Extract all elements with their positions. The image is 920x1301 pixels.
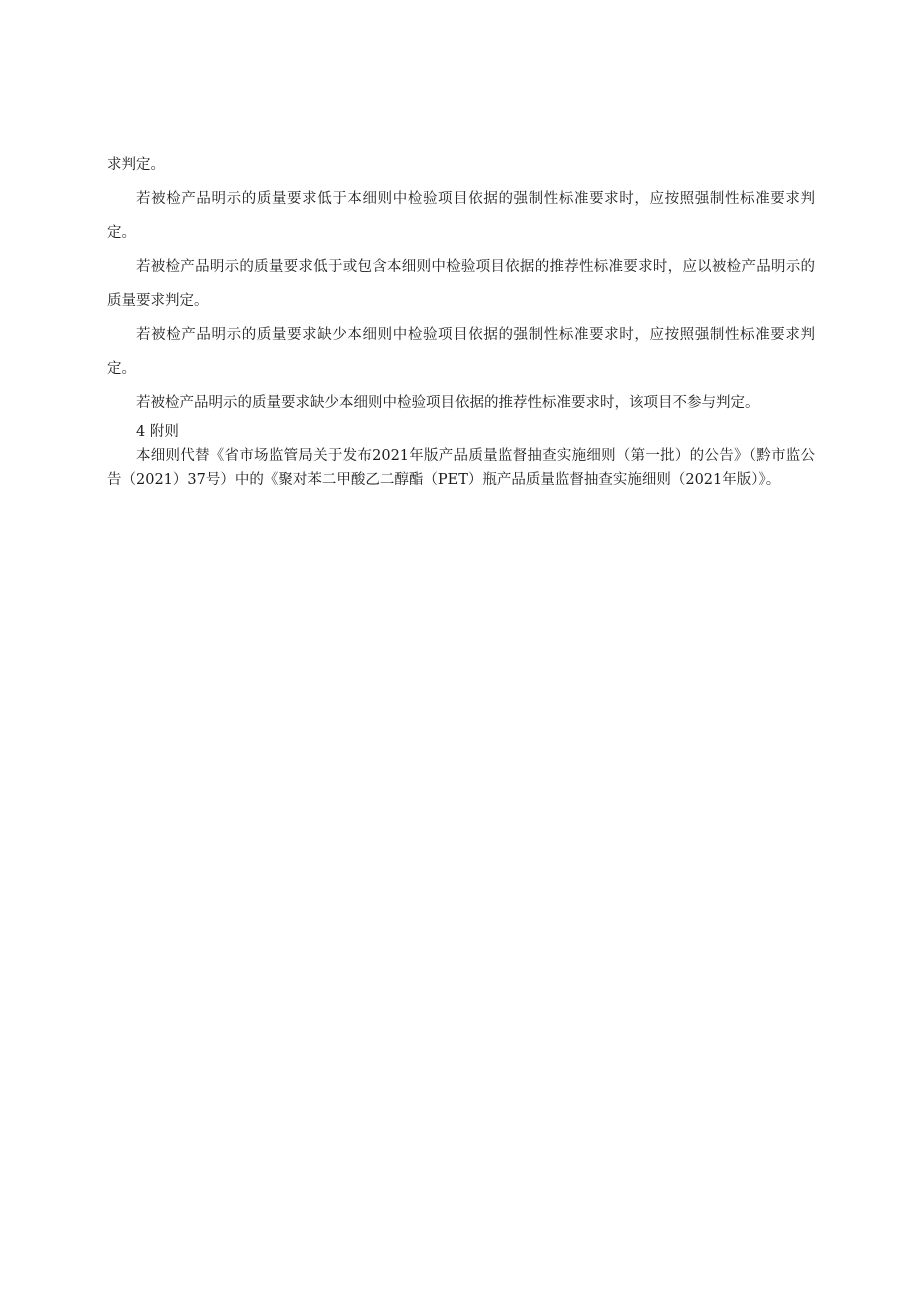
paragraph-continuation: 求判定。: [107, 157, 165, 173]
paragraph-recommended-missing: 若被检产品明示的质量要求缺少本细则中检验项目依据的推荐性标准要求时，该项目不参与判定。: [136, 395, 760, 411]
appendix-heading: 4 附则: [136, 424, 179, 440]
paragraph-mandatory-missing: 若被检产品明示的质量要求缺少本细则中检验项目依据的强制性标准要求时，应按照强制性标准要求判定。: [107, 327, 815, 377]
paragraph-mandatory-lower: 若被检产品明示的质量要求低于本细则中检验项目依据的强制性标准要求时，应按照强制性标准要求判定。: [107, 191, 815, 241]
appendix-body: 本细则代替《省市场监管局关于发布2021年版产品质量监督抽查实施细则（第一批）的公告》（黔市监公告（2021）37号）中的《聚对苯二甲酸乙二醇酯（PET）瓶产品质量监督抽查实施细则（2021年版）》。: [107, 448, 815, 488]
paragraph-recommended-lower: 若被检产品明示的质量要求低于或包含本细则中检验项目依据的推荐性标准要求时，应以被检产品明示的质量要求判定。: [107, 259, 815, 309]
document-body: [107, 148, 815, 492]
